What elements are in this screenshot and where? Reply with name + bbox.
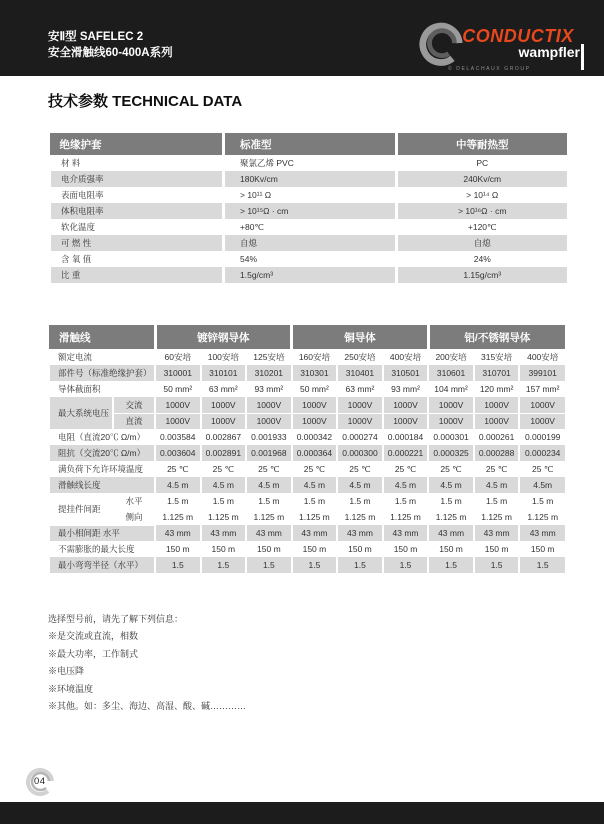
cell-value: 1.5 — [474, 557, 520, 573]
cell-value: 0.000301 — [428, 429, 474, 445]
cell-value: 150 m — [383, 541, 429, 557]
cell-value: 50 mm² — [155, 381, 201, 397]
table-row — [49, 397, 565, 413]
row-sublabel: 侧向 — [113, 509, 155, 525]
cell-value: 4.5 m — [155, 477, 201, 493]
cell-value: 1.5g/cm³ — [224, 267, 397, 283]
cell-value: 399101 — [519, 365, 565, 381]
cell-value: 1.5 — [292, 557, 338, 573]
cell-value: 1.5 m — [474, 493, 520, 509]
cell-value: 自熄 — [224, 235, 397, 251]
cell-value: 63 mm² — [201, 381, 247, 397]
logo-sub-text: wampfler — [518, 44, 580, 60]
page-title: 技术参数 TECHNICAL DATA — [48, 93, 243, 110]
cell-value: 310501 — [383, 365, 429, 381]
notes-intro: 选择型号前，请先了解下列信息： — [48, 614, 184, 624]
cell-value: 25 ℃ — [519, 461, 565, 477]
cell-value: 1.5 m — [155, 493, 201, 509]
cell-value: 0.003584 — [155, 429, 201, 445]
conductix-wampfler-logo — [418, 18, 596, 74]
cell-value: 1.125 m — [292, 509, 338, 525]
cell-value: 0.002891 — [201, 445, 247, 461]
cell-value: 1000V — [383, 413, 429, 429]
cell-value: 43 mm — [246, 525, 292, 541]
cell-value: 125安培 — [246, 349, 292, 365]
cell-value: 150 m — [292, 541, 338, 557]
cell-value: 1.125 m — [383, 509, 429, 525]
table-row — [49, 445, 565, 461]
cell-value: 25 ℃ — [383, 461, 429, 477]
row-label: 可 燃 性 — [50, 235, 224, 251]
insulation-table — [48, 133, 567, 283]
cell-value: 310401 — [337, 365, 383, 381]
series-title-line1: 安Ⅱ型 SAFELEC 2 — [48, 31, 144, 43]
row-label: 电阻（直流20℃ Ω/m） — [49, 429, 155, 445]
column-header: 标准型 — [224, 133, 397, 155]
cell-value: > 10¹⁵Ω · cm — [224, 203, 397, 219]
cell-value: 4.5m — [519, 477, 565, 493]
cell-value: 自熄 — [397, 235, 567, 251]
cell-value: 25 ℃ — [337, 461, 383, 477]
conductor-table-header-row — [49, 325, 565, 349]
table-row — [49, 461, 565, 477]
cell-value: 1.15g/cm³ — [397, 267, 567, 283]
cell-value: 0.001968 — [246, 445, 292, 461]
cell-value: 43 mm — [155, 525, 201, 541]
cell-value: 4.5 m — [428, 477, 474, 493]
cell-value: 160安培 — [292, 349, 338, 365]
insulation-table-header-row — [50, 133, 567, 155]
row-label: 满负荷下允许环境温度 — [49, 461, 155, 477]
cell-value: 1000V — [201, 397, 247, 413]
row-sublabel: 水平 — [113, 493, 155, 509]
cell-value: 1000V — [383, 397, 429, 413]
cell-value: > 10¹⁶Ω · cm — [397, 203, 567, 219]
cell-value: 4.5 m — [383, 477, 429, 493]
cell-value: 43 mm — [519, 525, 565, 541]
cell-value: 24% — [397, 251, 567, 267]
table-row — [49, 509, 565, 525]
cell-value: 1.5 — [519, 557, 565, 573]
cell-value: 聚氯乙烯 PVC — [224, 155, 397, 171]
cell-value: 1000V — [155, 397, 201, 413]
cell-value: 63 mm² — [337, 381, 383, 397]
cell-value: 25 ℃ — [474, 461, 520, 477]
cell-value: 1000V — [474, 397, 520, 413]
row-label: 表面电阻率 — [50, 187, 224, 203]
cell-value: 25 ℃ — [201, 461, 247, 477]
cell-value: 43 mm — [428, 525, 474, 541]
cell-value: 1.5 m — [292, 493, 338, 509]
cell-value: 100安培 — [201, 349, 247, 365]
cell-value: 1000V — [155, 413, 201, 429]
cell-value: 1.5 — [383, 557, 429, 573]
row-label: 材 料 — [50, 155, 224, 171]
cell-value: 1000V — [337, 413, 383, 429]
cell-value: +120℃ — [397, 219, 567, 235]
cell-value: 180Kv/cm — [224, 171, 397, 187]
cell-value: 150 m — [155, 541, 201, 557]
group-column-header: 铝/不锈钢导体 — [428, 325, 565, 349]
row-label: 比 重 — [50, 267, 224, 283]
row-label: 部件号（标准绝缘护套） — [49, 365, 155, 381]
cell-value: 310601 — [428, 365, 474, 381]
cell-value: > 10¹¹ Ω — [224, 187, 397, 203]
cell-value: 0.000342 — [292, 429, 338, 445]
cell-value: 1.125 m — [337, 509, 383, 525]
cell-value: 0.000221 — [383, 445, 429, 461]
cell-value: 150 m — [201, 541, 247, 557]
row-label: 体积电阻率 — [50, 203, 224, 219]
cell-value: 25 ℃ — [155, 461, 201, 477]
cell-value: 43 mm — [201, 525, 247, 541]
cell-value: 1.5 m — [383, 493, 429, 509]
table-row — [49, 413, 565, 429]
cell-value: 1.125 m — [474, 509, 520, 525]
header-titles — [48, 29, 173, 61]
row-label: 滑触线长度 — [49, 477, 155, 493]
conductor-table — [48, 325, 565, 573]
cell-value: 1.5 — [428, 557, 474, 573]
cell-value: 1.5 — [246, 557, 292, 573]
cell-value: 1.125 m — [428, 509, 474, 525]
series-title-line2: 安全滑触线60-400A系列 — [48, 47, 173, 59]
cell-value: 1.5 m — [337, 493, 383, 509]
row-label: 不需膨胀的最大长度 — [49, 541, 155, 557]
cell-value: 54% — [224, 251, 397, 267]
cell-value: 1.125 m — [155, 509, 201, 525]
cell-value: 43 mm — [292, 525, 338, 541]
logo-vertical-bar — [581, 44, 584, 70]
cell-value: 1.5 — [155, 557, 201, 573]
cell-value: 43 mm — [383, 525, 429, 541]
cell-value: 0.002867 — [201, 429, 247, 445]
note-item: ※电压降 — [48, 666, 85, 677]
cell-value: 1.125 m — [201, 509, 247, 525]
column-header: 绝缘护套 — [50, 133, 224, 155]
cell-value: 0.000199 — [519, 429, 565, 445]
cell-value: 25 ℃ — [292, 461, 338, 477]
row-label: 最小相间距 水平 — [49, 525, 155, 541]
table-row — [50, 203, 567, 219]
cell-value: 1000V — [428, 397, 474, 413]
cell-value: 0.000364 — [292, 445, 338, 461]
cell-value: 1000V — [246, 397, 292, 413]
footer-bar — [0, 802, 604, 824]
cell-value: 4.5 m — [246, 477, 292, 493]
cell-value: 43 mm — [337, 525, 383, 541]
table-row — [49, 541, 565, 557]
cell-value: 0.001933 — [246, 429, 292, 445]
table-row — [49, 477, 565, 493]
cell-value: 1.5 m — [201, 493, 247, 509]
cell-value: 43 mm — [474, 525, 520, 541]
cell-value: 104 mm² — [428, 381, 474, 397]
cell-value: 0.000288 — [474, 445, 520, 461]
row-label: 最小弯弯半径（水平） — [49, 557, 155, 573]
row-label: 额定电流 — [49, 349, 155, 365]
cell-value: 1000V — [474, 413, 520, 429]
table-row — [49, 381, 565, 397]
cell-value: 240Kv/cm — [397, 171, 567, 187]
table-row — [50, 187, 567, 203]
table-row — [49, 525, 565, 541]
cell-value: 93 mm² — [383, 381, 429, 397]
selection-notes — [48, 611, 246, 715]
cell-value: 1.125 m — [246, 509, 292, 525]
cell-value: 1.5 m — [428, 493, 474, 509]
cell-value: 1000V — [292, 397, 338, 413]
cell-value: 1.5 — [201, 557, 247, 573]
page-number: 04 — [34, 776, 46, 787]
cell-value: 1000V — [201, 413, 247, 429]
row-sublabel: 直流 — [113, 413, 155, 429]
cell-value: 310001 — [155, 365, 201, 381]
row-label: 提挂件间距 — [49, 493, 113, 525]
cell-value: 60安培 — [155, 349, 201, 365]
cell-value: 150 m — [246, 541, 292, 557]
row-label: 最大系统电压 — [49, 397, 113, 429]
cell-value: PC — [397, 155, 567, 171]
cell-value: 250安培 — [337, 349, 383, 365]
note-item: ※其他。如：多尘、海边、高湿、酸、碱………… — [48, 701, 247, 712]
cell-value: 0.000300 — [337, 445, 383, 461]
cell-value: 0.000325 — [428, 445, 474, 461]
cell-value: 1000V — [292, 413, 338, 429]
cell-value: 1000V — [519, 413, 565, 429]
cell-value: 310101 — [201, 365, 247, 381]
cell-value: 93 mm² — [246, 381, 292, 397]
table-row — [49, 365, 565, 381]
row-label: 阻抗（交流20℃ Ω/m） — [49, 445, 155, 461]
row-label: 电介质强率 — [50, 171, 224, 187]
group-column-header: 镀锌钢导体 — [155, 325, 292, 349]
cell-value: 150 m — [519, 541, 565, 557]
row-label: 导体截面积 — [49, 381, 155, 397]
group-column-header: 铜导体 — [292, 325, 429, 349]
table-row — [49, 349, 565, 365]
table-row — [50, 235, 567, 251]
table-row — [50, 267, 567, 283]
cell-value: 310301 — [292, 365, 338, 381]
logo-tagline: © DELACHAUX GROUP — [448, 66, 531, 72]
cell-value: 400安培 — [383, 349, 429, 365]
cell-value: 1.5 m — [519, 493, 565, 509]
cell-value: 310201 — [246, 365, 292, 381]
cell-value: 310701 — [474, 365, 520, 381]
cell-value: 200安培 — [428, 349, 474, 365]
note-item: ※环境温度 — [48, 683, 94, 694]
cell-value: 25 ℃ — [428, 461, 474, 477]
cell-value: 0.000184 — [383, 429, 429, 445]
cell-value: 1000V — [337, 397, 383, 413]
cell-value: 150 m — [337, 541, 383, 557]
cell-value: 4.5 m — [474, 477, 520, 493]
cell-value: 1000V — [519, 397, 565, 413]
cell-value: 157 mm² — [519, 381, 565, 397]
cell-value: 0.000261 — [474, 429, 520, 445]
cell-value: 1000V — [428, 413, 474, 429]
cell-value: 315安培 — [474, 349, 520, 365]
cell-value: 0.000274 — [337, 429, 383, 445]
table-row — [49, 557, 565, 573]
cell-value: 0.000234 — [519, 445, 565, 461]
table-row — [50, 219, 567, 235]
cell-value: 400安培 — [519, 349, 565, 365]
cell-value: 1.5 m — [246, 493, 292, 509]
cell-value: 1.5 — [337, 557, 383, 573]
table-row — [49, 493, 565, 509]
note-item: ※是交流或直流，相数 — [48, 631, 139, 642]
header-bar — [0, 0, 604, 76]
cell-value: 120 mm² — [474, 381, 520, 397]
cell-value: 150 m — [428, 541, 474, 557]
note-item: ※最大功率，工作制式 — [48, 648, 139, 659]
cell-value: 4.5 m — [337, 477, 383, 493]
column-header: 中等耐热型 — [397, 133, 567, 155]
table-row — [49, 429, 565, 445]
group-column-header: 滑触线 — [49, 325, 155, 349]
row-sublabel: 交流 — [113, 397, 155, 413]
cell-value: 25 ℃ — [246, 461, 292, 477]
table-row — [50, 155, 567, 171]
cell-value: 4.5 m — [201, 477, 247, 493]
logo-brand-text: CONDUCTIX — [462, 26, 574, 46]
cell-value: 4.5 m — [292, 477, 338, 493]
row-label: 含 氧 值 — [50, 251, 224, 267]
cell-value: 50 mm² — [292, 381, 338, 397]
row-label: 软化温度 — [50, 219, 224, 235]
cell-value: 1.125 m — [519, 509, 565, 525]
cell-value: > 10¹⁴ Ω — [397, 187, 567, 203]
cell-value: 150 m — [474, 541, 520, 557]
table-row — [50, 251, 567, 267]
table-row — [50, 171, 567, 187]
cell-value: 1000V — [246, 413, 292, 429]
cell-value: +80℃ — [224, 219, 397, 235]
page-number-badge — [25, 767, 61, 801]
cell-value: 0.003604 — [155, 445, 201, 461]
